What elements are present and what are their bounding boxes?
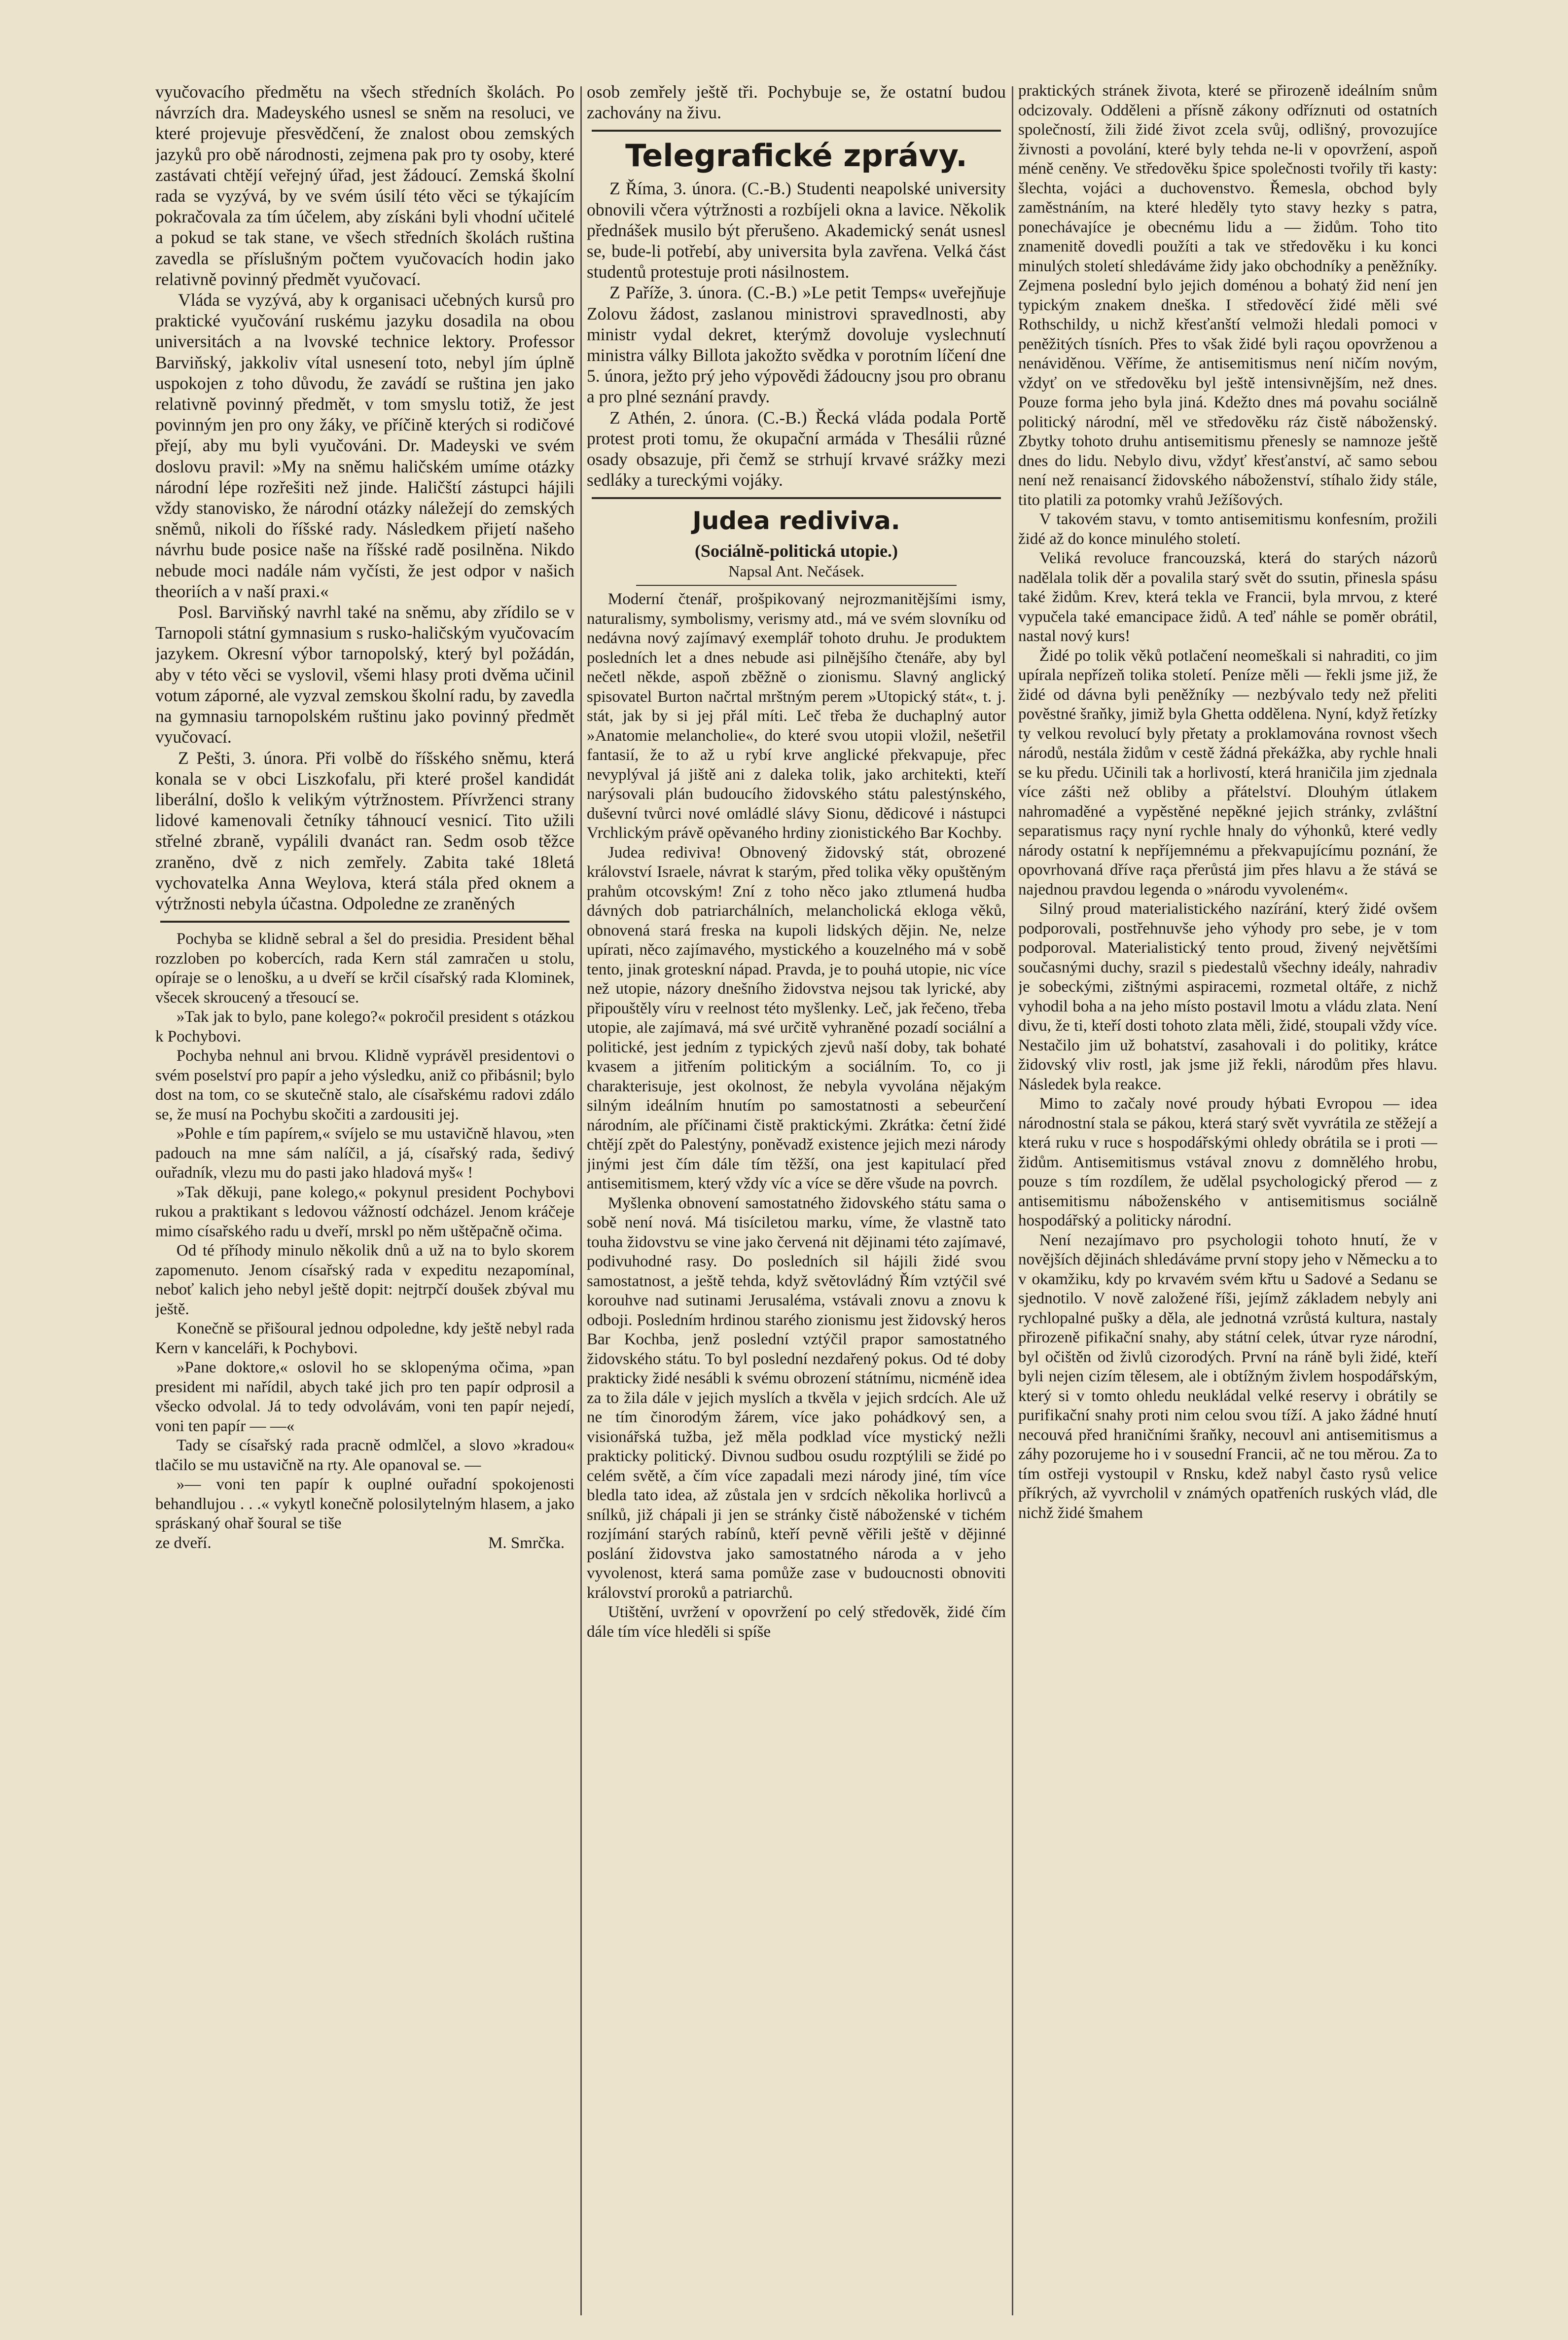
article-paragraph: Posl. Barviňský navrhl také na sněmu, aby zřídilo se v Tarnopoli státní gymnasium s rusko-haličským vyučovacím jazykem. Okresní výbor tarnopolský, který byl požádán, aby v této věci se vyslovil, všemi hlasy proti dvěma učinil votum záporné, ale vyzval zemskou školní radu, by zavedla na gymnasiu tarnopolském ruštinu jako povinný předmět vyučovací. bbox=[155, 602, 574, 747]
feuilleton-paragraph: »Pohle e tím papírem,« svíjelo se mu ustavičně hlavou, »ten padouch na mne sám nalíčil, a já, císařský rada, šedivý ouřadník, vlezu mu do pasti jako hladová myš« ! bbox=[155, 1125, 574, 1182]
news-item-rome: Z Říma, 3. února. (C.-B.) Studenti neapolské university obnovili včera výtržnosti a rozbíjeli okna a lavice. Několik přednášek musilo být přerušeno. Akademický senát usnesl se, bude-li potřebí, aby universita byla zavřena. Velká část studentů protestuje proti násilnostem. bbox=[587, 179, 1006, 282]
article-paragraph: Myšlenka obnovení samostatného židovského státu sama o sobě není nová. Má tisíciletou marku, víme, že vlastně tato touha židovstvu se vine jako červená nit dějinami této zajímavé, podivuhodné rasy. Do posledních sil hájili židé svou samostatnost, a ještě tehda, když světovládný Řím vztýčil své korouhve nad sutinami Jerusaléma, vstávali znovu a znovu k odboji. Posledním hrdinou starého zionismu jest židovský heros Bar Kochba, jenž poslední vztýčil prapor samostatného židovského státu. To byl poslední nezdařený pokus. Od té doby prakticky židé nesábli k svému obrození státnímu, nicméně idea za to žila dále v jejich myslích a tkvěla v jejich srdcích. Ale už ne tím činorodým žárem, více jako pohádkový sen, a visionářská tužba, jež měla podklad více mystický nežli prakticky politický. Divnou sudbou osudu rozptýlili se židé po celém světě, a čím více zapadali mezi národy jiné, tím více bledla tato idea, až zůstala jen v srdcích několika horlivců a snílků, již chápali ji jen se stránky čistě náboženské v tichém rozjímání starých rabínů, kteří pevně věřili ještě v dějinné poslání židovstva jako samostatného národa a v jeho vyvolenost, která sama pomůže zase v budoucnosti obnoviti království proroků a patriarchů. bbox=[587, 1194, 1006, 1602]
feuilleton-paragraph: »Tak děkuji, pane kolego,« pokynul president Pochybovi rukou a praktikant s ledovou vážností odcházel. Jenom kráčeje mimo císařského radu u dveří, mrskl po něm uštěpačně očima. bbox=[155, 1183, 574, 1240]
article-paragraph: Vláda se vyzývá, aby k organisaci učebných kursů pro praktické vyučování ruskému jazyku dosadila na obou universitách a na lvovské technice lektory. Professor Barviňský, jakkoliv vítal usnesení toto, nebyl jím úplně uspokojen z toho důvodu, že zavádí se ruština jen jako relativně povinný předmět, v tom smyslu totiž, že jest povinným jen pro ony žáky, ve příčině kterých si rodičové přejí, aby mu byli vyučováni. Dr. Madeyski ve svém doslovu pravil: »My na sněmu haličském umíme otázky národní lépe rozřešiti než jinde. Haličští zástupci hájili vždy stanovisko, že národní otázky náležejí do zemských sněmů, nikoli do říšské rady. Následkem přijetí našeho návrhu bude posice naše na říšské radě posilněna. Nikdo nebude moci nadále nám vyčísti, že jest odpor v našich theoriích a v naší praxi.« bbox=[155, 290, 574, 601]
article-paragraph: Judea rediviva! Obnovený židovský stát, obrozené království Israele, návrat k starým, před tolika věky opuštěným prahům otcovským! Zní z toho něco jako ztlumená hudba dávných dob patriarchálních, melancholická ekloga věků, obnovená stará freska na kupoli lidských dějin. Ne, nelze upírati, něco zajímavého, mystického a kouzelného má v sobě tento, jinak groteskní nápad. Pravda, je to pouhá utopie, nic více než utopie, názory dnešního židovstva nejsou tak lyrické, aby připouštěly víru v reelnost této myšlenky. Leč, jak řečeno, třeba utopie, ale zajímavá, má své určitě vyhraněné pozadí sociální a politické, jest jedním z typických zjevů naší doby, tak bohaté kvasem a jitřením politickým a sociálním. To, co ji charakterisuje, jest okolnost, že nebyla vyvolána nějakým silným ideálním hnutím po samostatnosti a sebeurčení národním, ale příčinami čistě praktickými. Zkrátka: četní židé chtějí zpět do Palestýny, poněvadž existence jejich mezi národy jinými jest čím dále tím těžší, ona jest kapitulací před antisemitismem, který vždy víc a více se děre všude na povrch. bbox=[587, 843, 1006, 1193]
article-paragraph: Moderní čtenář, prošpikovaný nejrozmanitějšími ismy, naturalismy, symbolismy, verismy atd., má ve svém slovníku od nedávna nový zajímavý exemplář tohoto druhu. Je produktem posledních let a dnes nebude asi pilnějšího čtenáře, aby byl nečetl někde, aspoň zběžně o zionismu. Slavný anglický spisovatel Burton načrtal mrštným perem »Utopický stát«, t. j. stát, jak by si jej přál míti. Leč třeba že duchaplný autor »Anatomie melancholie«, do které svou utopii vložil, nešetřil fantasií, že to až u rybí krve anglické překvapuje, přec nevyplýval já jiště ani z daleka tolik, jako architekti, kteří narýsovali plán budoucího židovského státu palestýnského, duševní tvůrci nové omládlé slávy Sionu, dědicové i nástupci Vrchlickým právě opěvaného hrdiny zionistického Bar Kochby. bbox=[587, 590, 1006, 842]
author-divider bbox=[636, 585, 957, 586]
article-paragraph: Židé po tolik věků potlačení neomeškali si nahraditi, co jim upírala nepřízeň tolika století. Peníze měli — řekli jsme již, že židé od dávna byli peněžníky — nezbývalo tedy než přeliti pověstné šraňky, jimiž byla Ghetta oddělena. Nyní, když řetízky ty velkou revolucí byly přetaty a proklamována rovnost všech národů, nestála židům v cestě žádná překážka, aby rychle hnali se ku předu. Učinili tak a horlivostí, která hraničila jim zjednala více zášti než obliby a přátelství. Dlouhým útlakem nahromaděné a vypěstěné nepěkné jejich stránky, zvláštní separatismus raçy nyní rychle hnaly do výhonků, které vedly národy ostatní k nepříjemnému a překvapujícímu poznání, že opovrhovaná dříve raça přerůstá jim přes hlavu a že stává se najednou pravdou legenda o »národu vyvoleném«. bbox=[1018, 647, 1437, 899]
column-3 bbox=[1018, 81, 1437, 2320]
feuilleton bbox=[155, 930, 574, 1553]
feuilleton-paragraph: »— voni ten papír k ouplné ouřadní spokojenosti behandlujou . . .« vykytl konečně polosilytelným hlasem, a jako spráskaný ohař šoural se tiše bbox=[155, 1476, 574, 1533]
feuilleton-last-words: ze dveří. bbox=[155, 1534, 212, 1552]
news-item-athens: Z Athén, 2. února. (C.-B.) Řecká vláda podala Portě protest proti tomu, že okupační armáda v Thesálii různé osady obsazuje, při čemž se strhují krvavé srážky mezi sedláky a tureckými vojáky. bbox=[587, 407, 1006, 490]
column-rule-2 bbox=[1012, 86, 1013, 2315]
news-item-paris: Z Paříže, 3. února. (C.-B.) »Le petit Temps« uveřejňuje Zolovu žádost, zaslanou ministrovi spravedlnosti, aby ministr vydal dekret, kterýmž dovoluje vyslechnutí ministra války Billota jakožto svědka v porotním líčení dne 5. února, ježto prý jeho výpovědi žádoucny jsou pro obranu a pro plné seznání pravdy. bbox=[587, 283, 1006, 407]
judea-article-body bbox=[587, 590, 1006, 1642]
article-paragraph: vyučovacího předmětu na všech středních školách. Po návrzích dra. Madeyského usnesl se sněm na resoluci, ve které projevuje přesvědčení, že znalost obou zemských jazyků pro obě národnosti, zejmena pak pro ty osoby, které zastávati chtějí veřejný úřad, jest žádoucí. Zemská školní rada se vyzývá, by ve svém úsilí této věci se týkajícím pokračovala za tím účelem, aby získáni byli vhodní učitelé a pokud se tak stane, ve všech středních školách ruština zavedla se příslušným počtem vyučovacích hodin jako relativně povinný předmět vyučovací. bbox=[155, 82, 574, 289]
feuilleton-paragraph: Pochyba se klidně sebral a šel do presidia. President běhal rozzloben po kobercích, rada Kern stál zamračen u stolu, opíraje se o lenošku, a u dveří se krčil císařský rada Klominek, všecek skroucený a třesoucí se. bbox=[155, 930, 574, 1007]
feuilleton-paragraph: Pochyba nehnul ani brvou. Klidně vyprávěl presidentovi o svém poselství pro papír a jeho výsledku, aniž co přibásnil; bylo dost na tom, co se skutečně stalo, ale císařskému radovi zdálo se, že musí na Pochybu skočiti a zardousiti jej. bbox=[155, 1047, 574, 1123]
article-paragraph: Není nezajímavo pro psychologii tohoto hnutí, že v novějších dějinách shledáváme první stopy jeho v Německu a to v okamžiku, kdy po krvavém svém křtu u Sadové a Sedanu se sjednotilo. V nově založené říši, jejímž základem nebyly ani rychlopalné pušky a děla, ale jednotná vzrůstá kultura, nastaly přirozeně pifikační snahy, aby státní celek, útvar ryze národní, byl očištěn od živlů cizorodých. První na ráně byli židé, kteří byli nejen cizím tělesem, ale i obtížným živlem hospodářským, který si v tomto ohledu neukládal velké reservy i obrátily se purifikační snahy proti nim celou svou tíží. A jako žádné hnutí necouvá před hraničními šraňky, necouvl ani antisemitismus a záhy pozorujeme ho i v sousední Francii, ač ne tou měrou. Za to tím ostřeji vystoupil v Rnsku, kdež nabyl často rysů velice příkrých, až vyvrcholil v známých opatřeních ruských vlád, dle nichž židé šmahem bbox=[1018, 1231, 1437, 1522]
article-paragraph: Silný proud materialistického nazírání, který židé ovšem podporovali, postřehnuvše jeho výhody pro sebe, je v tom podporoval. Materialistický tento proud, živený největšími současnými duchy, srazil s piedestalů všechny ideály, nahradiv je sobeckými, zištnými aspiracemi, rozmetal oltáře, z nichž vyhodil boha a na jeho místo postavil lmotu a vládu zlata. Není divu, že ti, kteří dosti tohoto zlata měli, židé, stoupali vždy více. Nestačilo jim už bohatství, zasahovali i do politiky, krátce židovský vliv rostl, jak jsme již řekli, národům přes hlavu. Následek byla reakce. bbox=[1018, 900, 1437, 1093]
feuilleton-paragraph: Od té příhody minulo několik dnů a už na to bylo skorem zapomenuto. Jenom císařský rada v expeditu nezapomínal, neboť kalich jeho nebyl ještě dopit: nejtrpčí doušek zbýval mu ještě. bbox=[155, 1242, 574, 1318]
article-paragraph: V takovém stavu, v tomto antisemitismu konfesním, prožili židé až do konce minulého století. bbox=[1018, 510, 1437, 548]
section-divider bbox=[592, 497, 1001, 499]
section-heading-telegrams: Telegrafické zprávy. bbox=[625, 138, 967, 174]
article-paragraph: Veliká revoluce francouzská, která do starých názorů nadělala tolik děr a povalila starý svět do ssutin, přinesla spásu také židům. Krev, která tekla ve Francii, byla mrvou, z které vypučela také emancipace židů. A teď náhle se poměr obrátil, nastal nový kurs! bbox=[1018, 549, 1437, 645]
feuilleton-paragraph: »Pane doktore,« oslovil ho se sklopenýma očima, »pan president mi nařídil, abych také jich pro ten papír odprosil a všecko odvolal. Já to tedy odvolávám, voni ten papír nejedí, voni ten papír — —« bbox=[155, 1359, 574, 1435]
feuilleton-author: M. Smrčka. bbox=[488, 1534, 565, 1552]
feuilleton-paragraph: »Tak jak to bylo, pane kolego?« pokročil president s otázkou k Pochybovi. bbox=[155, 1008, 574, 1045]
feuilleton-divider bbox=[160, 921, 570, 923]
article-paragraph: Utištění, uvržení v opovržení po celý středověk, židé čím dále tím více hleděli si spíše bbox=[587, 1603, 1006, 1641]
column-1 bbox=[155, 81, 574, 2320]
section-divider bbox=[592, 130, 1001, 132]
article-paragraph: praktických stránek života, které se přirozeně ideálním snům odcizovaly. Odděleni a přísně zákony odříznuti od ostatních společností, žili židé život zcela svůj, odlišný, provozujíce živnosti a povolání, které byly tehda ne-li v opovržení, aspoň méně ceněny. Ve středověku špice společnosti tvořily tři kasty: šlechta, vojáci a duchovenstvo. Řemesla, obchod byly zaměstnáním, na které hleděly tyto stavy hezky s patra, ponechávajíce je obecnému lidu a — židům. Toho tito znamenitě dovedli použíti a tak ve středověku i ku konci minulých století shledáváme židy jako obchodníky a peněžníky. Zejmena poslední bylo jejich doménou a bohatý žid není jen typickým znakem dneška. I středověcí židé měli své Rothschildy, u nichž křesťanští velmoži hledali pomoci v peněžitých tísních. Přes to však židé byli raçou opovrženou a nenáviděnou. Věříme, že antisemitismus není ničím novým, vždyť on ve středověku byl ještě intensivnějším, než dnes. Pouze forma jeho byla jiná. Kdežto dnes má povahu sociálně politický národní, měl ve středověku ráz čistě náboženský. Zbytky tohoto druhu antisemitismu přenesly se namnoze ještě dnes do lidu. Nebylo divu, vždyť křesťanství, ač samo sebou není než renaisancí židovského náboženství, stíhalo židy stále, tito platili za potomky vrahů Ježíšových. bbox=[1018, 82, 1437, 509]
feuilleton-paragraph: Tady se císařský rada pracně odmlčel, a slovo »kradou« tlačilo se mu ustavičně na rty. Ale opanoval se. — bbox=[155, 1437, 574, 1474]
column-2 bbox=[587, 81, 1006, 2320]
feuilleton-paragraph: Konečně se přišoural jednou odpoledne, kdy ještě nebyl rada Kern v kanceláři, k Pochybovi. bbox=[155, 1320, 574, 1357]
article-author: Napsal Ant. Nečásek. bbox=[728, 562, 864, 580]
article-paragraph: osob zemřely ještě tři. Pochybuje se, že ostatní budou zachovány na živu. bbox=[587, 82, 1006, 123]
news-item-pest: Z Pešti, 3. února. Při volbě do říšského sněmu, která konala se v obci Liszkofalu, při které prošel kandidát liberální, došlo k velikým výtržnostem. Přívrženci strany lidové kamenovali četníky táhnoucí vesnicí. Tito užili střelné zbraně, vypálili dvanáct ran. Sedm osob těžce zraněno, dvě z nich zemřely. Zabita také 18letá vychovatelka Anna Weylova, která stála před oknem a výtržnosti nebyla účastna. Odpoledne ze zraněných bbox=[155, 748, 574, 913]
feuilleton-signature-line bbox=[155, 1534, 574, 1553]
article-heading-judea: Judea rediviva. bbox=[692, 506, 900, 536]
newspaper-page bbox=[155, 81, 1506, 2330]
article-subtitle: (Sociálně-politická utopie.) bbox=[695, 541, 898, 561]
article-paragraph: Mimo to začaly nové proudy hýbati Evropou — idea národnostní stala se pákou, která starý svět vyvrátila ze stěžejí a která ruku v ruce s hospodářskými ohledy obrátila se i proti — židům. Antisemitismus vstával znovu z domnělého hrobu, pouze s tím rozdílem, že udělal psychologický přerod — z antisemitismu náboženského v antisemitismus sociálně hospodářský a politicky národní. bbox=[1018, 1095, 1437, 1229]
column-rule-1 bbox=[580, 86, 582, 2315]
